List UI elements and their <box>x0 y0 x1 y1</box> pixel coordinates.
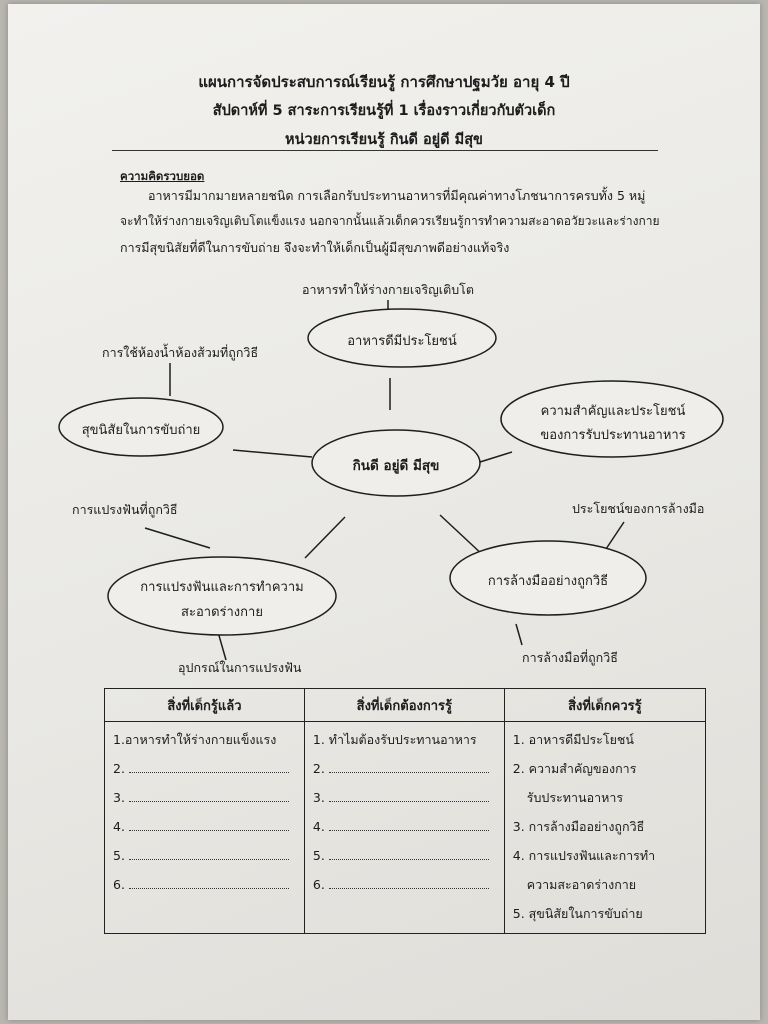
item-number: 6. <box>113 877 125 892</box>
detail-handwash-correct: การล้างมือที่ถูกวิธี <box>522 650 618 665</box>
detail-brush-tools: อุปกรณ์ในการแปรงฟัน <box>178 660 302 675</box>
item-number: 5. <box>113 848 125 863</box>
connector-line <box>145 528 210 548</box>
food-node-label: อาหารดีมีประโยชน์ <box>347 334 457 349</box>
list-item <box>313 817 496 846</box>
connector-line <box>218 632 226 660</box>
brush-node-label: การแปรงฟันและการทำความ <box>140 580 304 595</box>
table-header-row <box>105 689 706 722</box>
list-item: 1.อาหารทำให้ร่างกายแข็งแรง <box>113 732 277 747</box>
handwash-node-label: การล้างมืออย่างถูกวิธี <box>487 574 609 589</box>
connector-line <box>305 517 345 558</box>
list-item <box>313 875 496 904</box>
header-known: สิ่งที่เด็กรู้แล้ว <box>105 689 305 722</box>
blank-line <box>129 789 289 802</box>
item-number: 3. <box>113 790 125 805</box>
list-item <box>313 846 496 875</box>
item-number: 6. <box>312 877 325 892</box>
blank-line <box>129 760 289 773</box>
connector-line <box>604 522 624 552</box>
header-should-know: สิ่งที่เด็กควรรู้ <box>504 689 705 722</box>
list-item <box>113 846 296 875</box>
concept-heading: ความคิดรวบยอด <box>120 169 205 183</box>
concept-line: จะทำให้ร่างกายเจริญเติบโตแข็งแรง นอกจากนั้นแล้วเด็กควรเรียนรู้การทำความสะอาดอวัยวะและร่างกาย <box>120 214 660 228</box>
blank-line <box>329 876 489 889</box>
knowledge-table <box>104 688 706 934</box>
item-number: 2. <box>312 761 325 776</box>
item-number: 2. <box>113 761 125 776</box>
blank-line <box>329 760 489 773</box>
blank-line <box>129 876 289 889</box>
list-item: 5. สุขนิสัยในการขับถ่าย <box>512 906 643 921</box>
list-item <box>313 759 496 788</box>
list-item: 2. ความสำคัญของการ <box>512 761 637 776</box>
item-number: 4. <box>312 819 325 834</box>
list-item: 1. ทำไมต้องรับประทานอาหาร <box>312 732 477 747</box>
importance-node-label: ความสำคัญและประโยชน์ <box>540 404 686 419</box>
connector-line <box>233 450 312 457</box>
known-column <box>105 722 305 934</box>
item-number: 4. <box>113 819 125 834</box>
list-item: 4. การแปรงฟันและการทำ <box>512 848 656 863</box>
header-want-to-know: สิ่งที่เด็กต้องการรู้ <box>304 689 504 722</box>
should-know-column <box>504 722 705 934</box>
list-item <box>113 759 296 788</box>
connector-line <box>516 624 522 645</box>
importance-node-label: ของการรับประทานอาหาร <box>540 428 686 443</box>
item-number: 5. <box>312 848 325 863</box>
list-item: 1. อาหารดีมีประโยชน์ <box>512 732 634 747</box>
blank-line <box>129 818 289 831</box>
detail-handwash-benefit: ประโยชน์ของการล้างมือ <box>572 501 705 516</box>
concept-line: อาหารมีมากมายหลายชนิด การเลือกรับประทานอาหารที่มีคุณค่าทางโภชนาการครบทั้ง 5 หมู่ <box>148 188 646 203</box>
plan-title: แผนการจัดประสบการณ์เรียนรู้ การศึกษาปฐมวัย อายุ 4 ปี <box>198 73 570 91</box>
unit-title: หน่วยการเรียนรู้ กินดี อยู่ดี มีสุข <box>285 132 483 148</box>
brush-node-label: สะอาดร่างกาย <box>181 605 263 620</box>
table-row <box>105 722 706 934</box>
blank-line <box>329 818 489 831</box>
list-item <box>313 788 496 817</box>
connector-line <box>440 515 485 557</box>
toilet-node-label: สุขนิสัยในการขับถ่าย <box>81 423 201 438</box>
item-number: 3. <box>312 790 325 805</box>
want-to-know-column <box>304 722 504 934</box>
detail-brush-correct: การแปรงฟันที่ถูกวิธี <box>72 502 178 517</box>
blank-line <box>329 789 489 802</box>
week-subject-title: สัปดาห์ที่ 5 สาระการเรียนรู้ที่ 1 เรื่องราวเกี่ยวกับตัวเด็ก <box>212 103 556 119</box>
center-node-label: กินดี อยู่ดี มีสุข <box>352 458 440 474</box>
blank-line <box>129 847 289 860</box>
blank-line <box>329 847 489 860</box>
list-item <box>113 817 296 846</box>
list-item: 3. การล้างมืออย่างถูกวิธี <box>512 819 645 834</box>
list-item <box>113 875 296 904</box>
connector-line <box>480 452 512 462</box>
detail-food-growth: อาหารทำให้ร่างกายเจริญเติบโต <box>302 282 474 297</box>
concept-line: การมีสุขนิสัยที่ดีในการขับถ่าย จึงจะทำให้เด็กเป็นผู้มีสุขภาพดีอย่างแท้จริง <box>120 240 510 255</box>
list-item: รับประทานอาหาร <box>526 790 624 805</box>
list-item: ความสะอาดร่างกาย <box>526 877 637 892</box>
detail-toilet-use: การใช้ห้องน้ำห้องส้วมที่ถูกวิธี <box>102 345 259 360</box>
list-item <box>113 788 296 817</box>
